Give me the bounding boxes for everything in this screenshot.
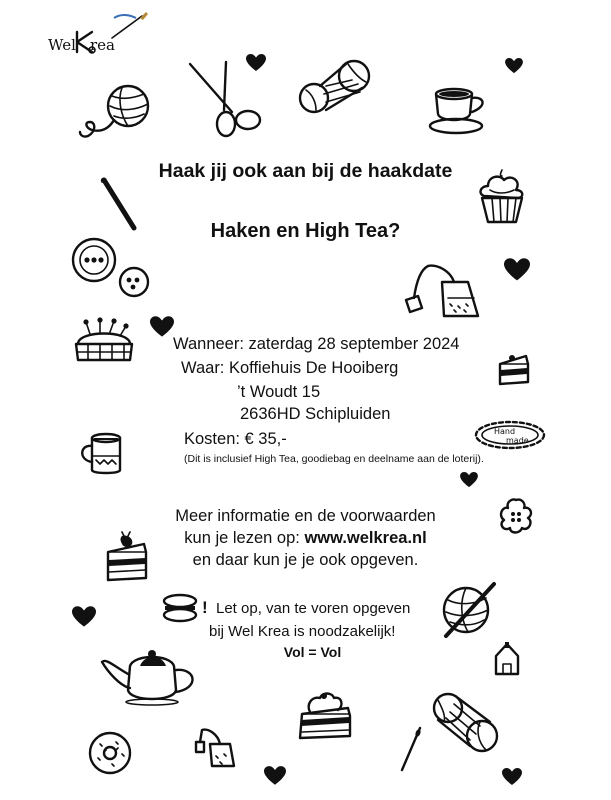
heart-icon [246, 54, 266, 72]
cost-note: (Dit is inclusief High Tea, goodiebag en deelname aan de loterij). [184, 453, 484, 465]
yarn-skein-icon [430, 690, 502, 754]
heart-icon [505, 58, 523, 74]
cupcake-icon [476, 168, 528, 226]
teapot-icon [100, 644, 212, 706]
handmade-label-text-2: made [506, 436, 529, 445]
macaron-icon [162, 594, 198, 622]
house-icon [492, 640, 522, 676]
welkrea-logo [48, 16, 148, 64]
handmade-label-icon [474, 420, 546, 450]
event-location: Waar: Koffiehuis De Hooiberg [181, 359, 399, 377]
yarn-skein-icon [296, 58, 376, 118]
event-cost: Kosten: € 35,- [184, 430, 287, 448]
heart-icon [460, 472, 478, 488]
strawberry-cake-icon [104, 532, 150, 584]
mug-icon [74, 430, 124, 478]
tea-bag-icon [194, 722, 238, 770]
heart-icon [504, 258, 530, 282]
logo-text-krea: rea [90, 36, 115, 54]
more-info-prefix: kun je lezen op: [184, 529, 305, 547]
warning-line-2: bij Wel Krea is noodzakelijk! [209, 623, 396, 640]
sewing-buttons-icon [70, 236, 154, 300]
address-city: 2636HD Schipluiden [240, 405, 391, 423]
address-street: ’t Woudt 15 [237, 383, 321, 401]
title-line-2: Haken en High Tea? [210, 220, 401, 242]
pincushion-icon [72, 318, 136, 368]
teacup-icon [428, 84, 498, 136]
handmade-label-text-1: Hand [494, 427, 516, 436]
heart-icon [264, 766, 286, 786]
layer-cake-icon [296, 690, 354, 740]
heart-icon [502, 768, 522, 786]
yarn-ball-icon [78, 82, 158, 147]
website-link[interactable]: www.welkrea.nl [304, 529, 427, 547]
more-info-line-2 [0, 527, 611, 549]
sewing-needle-icon [398, 726, 424, 772]
more-info-line-3: en daar kun je je ook opgeven. [192, 551, 419, 569]
heart-icon [72, 606, 96, 628]
warning-mark: ! [202, 598, 208, 617]
tea-bag-icon [402, 262, 482, 324]
heart-icon [150, 316, 174, 338]
logo-brush-icon [110, 12, 150, 42]
cake-slice-icon [496, 352, 532, 388]
yarn-ball-with-hook-icon [436, 578, 500, 640]
title-line-1: Haak jij ook aan bij de haakdate [158, 160, 453, 182]
event-date: Wanneer: zaterdag 28 september 2024 [173, 335, 460, 353]
donut-icon [86, 730, 134, 776]
warning-line-1: Let op, van te voren opgeven [216, 600, 411, 617]
warning-line-3: Vol = Vol [283, 644, 342, 660]
scissors-icon [186, 60, 266, 140]
logo-text-wel: Wel [48, 36, 76, 54]
more-info-line-1: Meer informatie en de voorwaarden [175, 507, 436, 525]
